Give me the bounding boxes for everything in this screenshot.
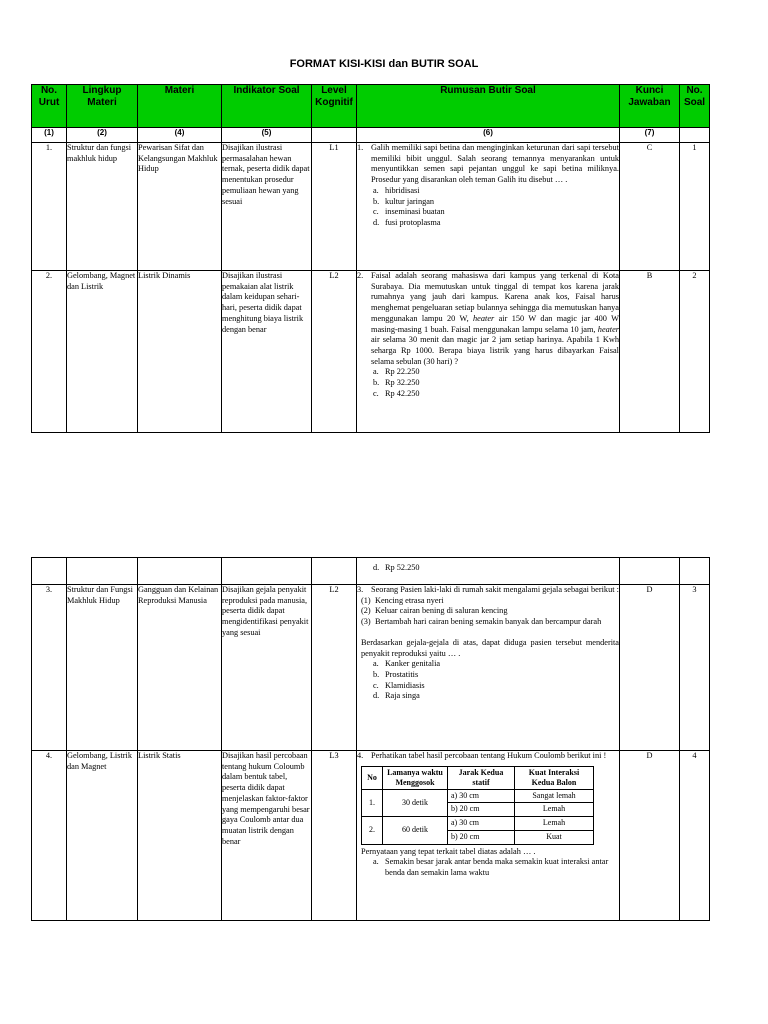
kunci-jawaban: D [620,585,680,751]
list-item: (1) Kencing etrasa nyeri [361,595,444,605]
table-row: b) 20 cm Kuat [362,830,594,844]
materi: Gangguan dan Kelainan Reproduksi Manusia [138,585,222,751]
indikator-soal: Disajikan gejala penyakit reproduksi pada manusia, peserta didik dapat mengidentifikasi penyakit yang sesuai [222,585,312,751]
answer-option: c. inseminasi buatan [373,207,445,217]
col-number [680,128,710,143]
table-row [32,271,710,433]
level-kognitif: L2 [312,271,357,433]
no-soal: 2 [680,271,710,433]
materi: Pewarisan Sifat dan Kelangsungan Makhluk Hidup [138,143,222,271]
table-row: b) 20 cm Lemah [362,803,594,817]
indikator-soal: Disajikan ilustrasi permasalahan hewan ternak, peserta didik dapat menentukan prosedur pemuliaan hewan yang sesuai [222,143,312,271]
answer-option: d. fusi protoplasma [373,217,441,227]
answer-option: a. Semakin besar jarak antar benda maka semakin kuat interaksi antar benda dan semakin lama waktu [373,857,609,877]
butir-soal [357,585,620,751]
no-soal: 1 [680,143,710,271]
answer-options [357,857,619,878]
level-kognitif: L3 [312,751,357,921]
question-number: 4. [357,751,364,760]
kunci-jawaban: B [620,271,680,433]
question-number: 2. [357,271,364,280]
materi: Listrik Statis [138,751,222,921]
document-title: FORMAT KISI-KISI dan BUTIR SOAL [289,58,479,70]
experiment-table [361,766,594,845]
answer-option: a. Kanker genitalia [373,659,441,669]
col-number: (5) [222,128,312,143]
table-row [32,143,710,271]
question-number: 3. [357,585,364,594]
table-row: 1. 30 detik a) 30 cm Sangat lemah [362,789,594,803]
col-number [312,128,357,143]
answer-option: d. Raja singa [373,691,420,701]
header-level-kognitif: Level Kognitif [312,85,357,128]
col-number: (4) [138,128,222,143]
answer-options [357,659,619,702]
column-number-row [32,128,710,143]
answer-option: c. Klamidiasis [373,680,425,690]
lingkup-materi: Gelombang, Listrik dan Magnet [67,751,138,921]
answer-options [357,563,619,574]
question-number: 1. [357,143,364,152]
no-urut: 1. [32,143,67,271]
materi: Listrik Dinamis [138,271,222,433]
butir-soal [357,271,620,433]
kunci-jawaban: D [620,751,680,921]
header-row [32,85,710,128]
question-followup: Pernyataan yang tepat terkait tabel diatas adalah … . [361,846,536,856]
list-item: (2) Keluar cairan bening di saluran kencing [361,606,508,616]
table-header-row: No Lamanya waktu Menggosok Jarak Kedua statif Kuat Interaksi Kedua Balon [362,766,594,789]
answer-option: b. Rp 32.250 [373,378,420,388]
lingkup-materi: Struktur dan Fungsi Makhluk Hidup [67,585,138,751]
level-kognitif: L1 [312,143,357,271]
kisi-kisi-table-page-2 [31,557,710,921]
table-row [32,585,710,751]
table-row: 2. 60 detik a) 30 cm Lemah [362,817,594,831]
header-rumusan-butir-soal: Rumusan Butir Soal [357,85,620,128]
header-lingkup-materi: Lingkup Materi [67,85,138,128]
butir-soal-continued [357,558,620,585]
no-soal: 4 [680,751,710,921]
table-row [32,558,710,585]
header-indikator-soal: Indikator Soal [222,85,312,128]
col-number: (6) [357,128,620,143]
question-text: Seorang Pasien laki-laki di rumah sakit mengalami gejala sebagai berikut : [371,585,619,594]
header-kunci-jawaban: Kunci Jawaban [620,85,680,128]
lingkup-materi: Gelombang, Magnet dan Listrik [67,271,138,433]
header-materi: Materi [138,85,222,128]
answer-option: c. Rp 42.250 [373,388,420,398]
col-number: (2) [67,128,138,143]
answer-option: b. kultur jaringan [373,196,435,206]
level-kognitif: L2 [312,585,357,751]
kisi-kisi-table-page-1 [31,84,710,433]
answer-option: b. Prostatitis [373,669,419,679]
butir-soal [357,143,620,271]
question-text: Perhatikan tabel hasil percobaan tentang Hukum Coulomb berikut ini ! [371,751,607,760]
answer-options [357,186,619,229]
kunci-jawaban: C [620,143,680,271]
indikator-soal: Disajikan ilustrasi pemakaian alat listrik dalam keidupan sehari-hari, peserta didik dapat menghitung biaya listrik dengan benar [222,271,312,433]
list-item: (3) Bertambah hari cairan bening semakin banyak dan bercampur darah [361,617,602,627]
answer-option: a. Rp 22.250 [373,367,420,377]
table-row [32,751,710,921]
indikator-soal: Disajikan hasil percobaan tentang hukum Coloumb dalam bentuk tabel, peserta didik dapat menjelaskan faktor-faktor yang mempengaruhi besar gaya Coulomb antar dua muatan listrik dengan benar [222,751,312,921]
answer-option: a. hibridisasi [373,185,420,195]
no-urut: 4. [32,751,67,921]
no-urut: 3. [32,585,67,751]
answer-option: d. Rp 52.250 [373,563,420,572]
question-followup: Berdasarkan gejala-gejala di atas, dapat diduga pasien tersebut menderita penyakit reproduksi yaitu … . [361,637,619,658]
symptom-list [357,596,619,628]
question-text: Faisal adalah seorang mahasiswa dari kampus yang terkenal di Kota Surabaya. Dia memutuskan untuk tinggal di tempat kos karena jarak rumahnya yang jauh dari kampus. Karena anak kos, Faisal harus menghemat pengeluaran setiap bulannya sehingga dia memutuskan hanya menggunakan lampu 20 W, heater air 150 W dan magic jar 400 W masing-masing 1 buah. Faisal menggunakan lampu selama 10 jam, heater air selama 30 menit dan magic jar 2 jam setiap harinya. Apabila 1 Kwh seharga Rp 1000. Berapa biaya listrik yang harus dibayarkan Faisal selama sebulan (30 hari) ? [371,271,619,366]
answer-options [357,367,619,399]
question-text: Galih memiliki sapi betina dan menginginkan keturunan dari sapi tersebut memiliki bibit unggul. Salah seorang temannya menyarankan untuk menyuntikkan semen sapi pejantan unggul ke sapi betina miliknya. Prosedur yang disarankan oleh teman Galih itu disebut … . [371,143,619,185]
no-urut: 2. [32,271,67,433]
header-no-soal: No. Soal [680,85,710,128]
butir-soal [357,751,620,921]
no-soal: 3 [680,585,710,751]
header-no-urut: No. Urut [32,85,67,128]
col-number: (7) [620,128,680,143]
col-number: (1) [32,128,67,143]
lingkup-materi: Struktur dan fungsi makhluk hidup [67,143,138,271]
